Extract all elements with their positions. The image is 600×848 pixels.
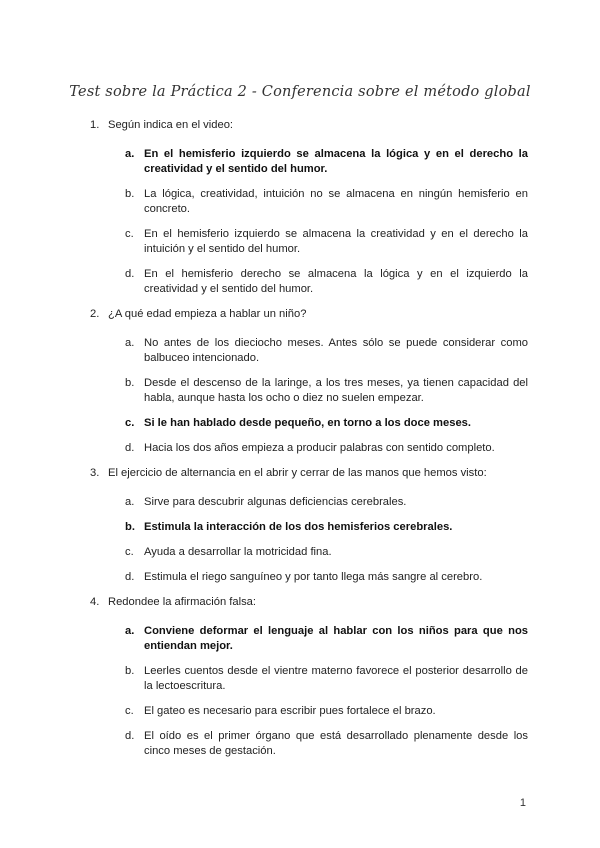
question-number: 1. xyxy=(90,119,100,131)
option-text: Estimula la interacción de los dos hemisferios cerebrales. xyxy=(144,521,453,533)
option-text: El oído es el primer órgano que está desarrollado plenamente desde los cinco meses de gestación. xyxy=(144,730,528,757)
option-letter: a. xyxy=(125,625,135,637)
option-letter: d. xyxy=(125,730,135,742)
question-list xyxy=(90,118,528,769)
question-number: 3. xyxy=(90,467,100,479)
question-text: Redondee la afirmación falsa: xyxy=(108,596,257,608)
option-letter: c. xyxy=(125,546,134,558)
option-list xyxy=(125,624,528,759)
option-letter: b. xyxy=(125,665,135,677)
option-letter: d. xyxy=(125,571,135,583)
option-letter: b. xyxy=(125,188,135,200)
option-letter: b. xyxy=(125,521,135,533)
option-list xyxy=(125,336,528,456)
option-b xyxy=(125,664,528,694)
option-a-correct xyxy=(125,624,528,654)
option-c-correct xyxy=(125,416,528,431)
option-text: Desde el descenso de la laringe, a los tres meses, ya tienen capacidad del habla, aunque hasta los ocho o diez no suelen empezar. xyxy=(144,377,528,404)
question-number: 2. xyxy=(90,308,100,320)
option-text: Sirve para descubrir algunas deficiencias cerebrales. xyxy=(144,496,407,508)
option-letter: d. xyxy=(125,442,135,454)
question-header xyxy=(90,466,528,481)
option-text: En el hemisferio derecho se almacena la lógica y en el izquierdo la creatividad y el sentido del humor. xyxy=(144,268,528,295)
option-text: Hacia los dos años empieza a producir palabras con sentido completo. xyxy=(144,442,495,454)
option-a-correct xyxy=(125,147,528,177)
option-text: No antes de los dieciocho meses. Antes sólo se puede considerar como balbuceo intencionado. xyxy=(144,337,528,364)
question-header xyxy=(90,118,528,133)
question-text: ¿A qué edad empieza a hablar un niño? xyxy=(108,308,307,320)
option-text: El gateo es necesario para escribir pues fortalece el brazo. xyxy=(144,705,436,717)
option-letter: a. xyxy=(125,148,135,160)
option-letter: d. xyxy=(125,268,135,280)
option-letter: b. xyxy=(125,377,135,389)
option-d xyxy=(125,441,528,456)
option-c xyxy=(125,227,528,257)
option-text: En el hemisferio izquierdo se almacena la lógica y en el derecho la creatividad y el sentido del humor. xyxy=(144,148,528,175)
option-text: Si le han hablado desde pequeño, en torno a los doce meses. xyxy=(144,417,471,429)
question-text: El ejercicio de alternancia en el abrir y cerrar de las manos que hemos visto: xyxy=(108,467,487,479)
option-letter: a. xyxy=(125,496,135,508)
option-letter: c. xyxy=(125,417,135,429)
option-d xyxy=(125,570,528,585)
option-text: Ayuda a desarrollar la motricidad fina. xyxy=(144,546,332,558)
question-text: Según indica en el video: xyxy=(108,119,234,131)
option-letter: a. xyxy=(125,337,135,349)
option-list xyxy=(125,147,528,297)
option-b xyxy=(125,187,528,217)
option-d xyxy=(125,729,528,759)
page-title: Test sobre la Práctica 2 - Conferencia sobre el método global xyxy=(69,84,531,100)
question-1 xyxy=(90,118,528,297)
question-2 xyxy=(90,307,528,456)
option-text: Leerles cuentos desde el vientre materno favorece el posterior desarrollo de la lectoescritura. xyxy=(144,665,528,692)
option-text: En el hemisferio izquierdo se almacena la creatividad y en el derecho la intuición y el sentido del humor. xyxy=(144,228,528,255)
option-letter: c. xyxy=(125,705,134,717)
option-d xyxy=(125,267,528,297)
option-text: Conviene deformar el lenguaje al hablar con los niños para que nos entiendan mejor. xyxy=(144,625,528,652)
page-number: 1 xyxy=(519,797,526,809)
option-text: La lógica, creatividad, intuición no se almacena en ningún hemisferio en concreto. xyxy=(144,188,528,215)
option-letter: c. xyxy=(125,228,134,240)
question-4 xyxy=(90,595,528,759)
question-header xyxy=(90,595,528,610)
option-a xyxy=(125,495,528,510)
question-number: 4. xyxy=(90,596,100,608)
question-3 xyxy=(90,466,528,585)
option-b xyxy=(125,376,528,406)
question-header xyxy=(90,307,528,322)
option-b-correct xyxy=(125,520,528,535)
option-c xyxy=(125,545,528,560)
option-a xyxy=(125,336,528,366)
option-text: Estimula el riego sanguíneo y por tanto llega más sangre al cerebro. xyxy=(144,571,483,583)
option-c xyxy=(125,704,528,719)
option-list xyxy=(125,495,528,585)
